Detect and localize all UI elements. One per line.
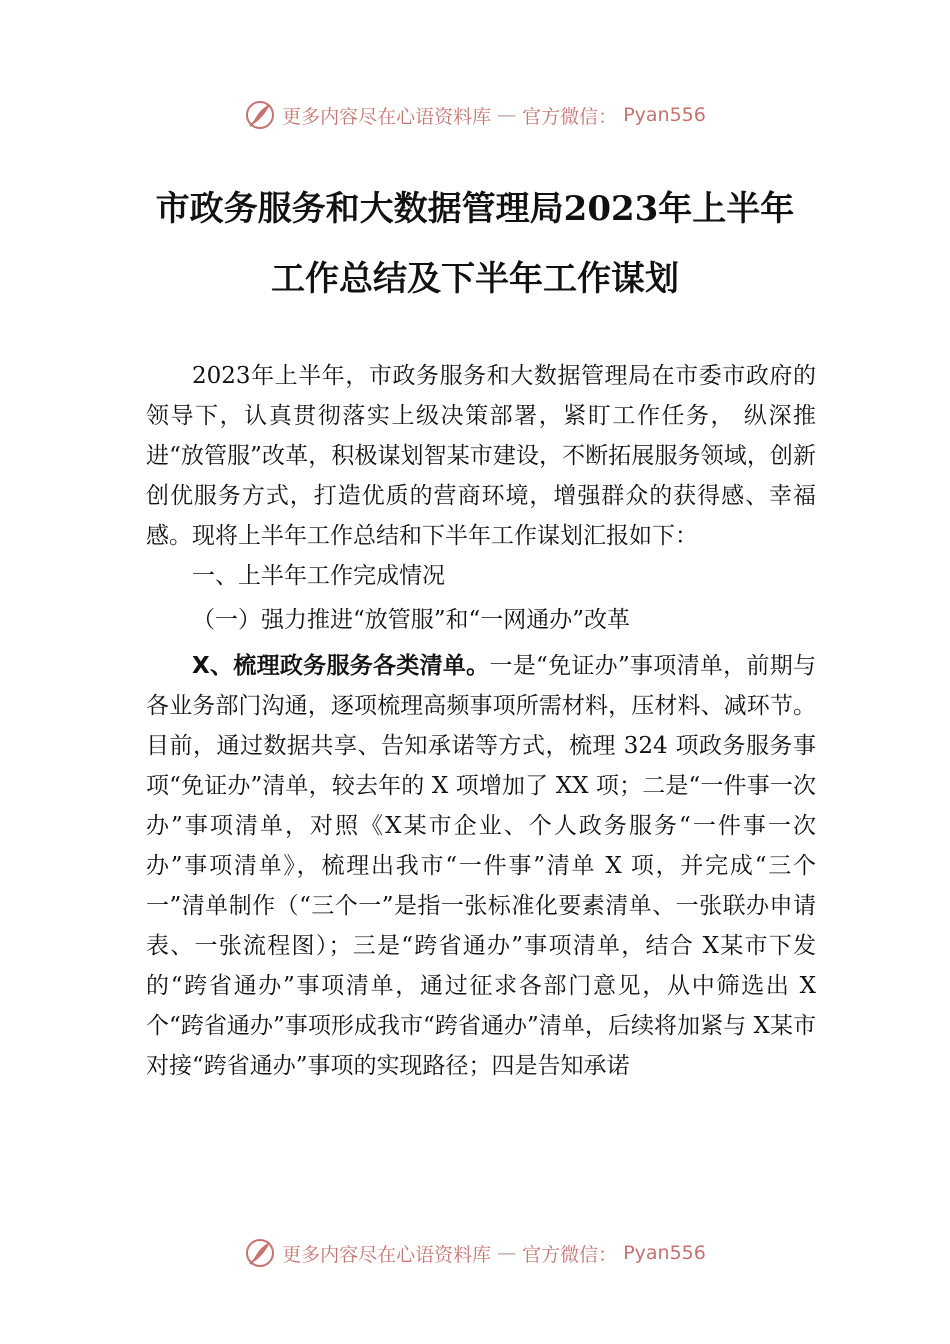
watermark-separator: —	[497, 1242, 517, 1264]
watermark-separator: —	[497, 104, 517, 126]
document-title-line1: 市政务服务和大数据管理局2023年上半年	[155, 189, 795, 229]
section-heading: 一、上半年工作完成情况	[192, 563, 445, 589]
intro-paragraph: 2023年上半年，市政务服务和大数据管理局在市委市政府的领导下，认真贯彻落实上级决策部署，紧盯工作任务， 纵深推进“放管服”改革，积极谋划智某市建设，不断拓展服务领域，创新创优服务方式，打造优质的营商环境，增强群众的获得感、幸福感。现将上半年工作总结和下半年工作谋划汇报如下：	[146, 363, 816, 549]
watermark-text: 更多内容尽在心语资料库	[282, 105, 492, 128]
watermark-header	[0, 95, 950, 135]
document-body	[146, 356, 816, 1086]
item-paragraph	[146, 646, 816, 1086]
watermark-text: 更多内容尽在心语资料库	[282, 1243, 492, 1266]
document-title-line2: 工作总结及下半年工作谋划	[271, 259, 679, 299]
watermark-id: Pyan556	[623, 104, 706, 126]
feather-pen-logo-icon	[244, 1237, 276, 1269]
watermark-suffix: 官方微信：	[522, 1243, 618, 1266]
watermark-id: Pyan556	[623, 1242, 706, 1264]
watermark-footer	[0, 1233, 950, 1273]
item-lead: X、梳理政务服务各类清单。	[192, 653, 490, 679]
watermark-suffix: 官方微信：	[522, 105, 618, 128]
subsection-heading: （一）强力推进“放管服”和“一网通办”改革	[192, 607, 631, 633]
feather-pen-logo-icon	[244, 99, 276, 131]
item-text: 一是“免证办”事项清单，前期与各业务部门沟通，逐项梳理高频事项所需材料，压材料、减环节。目前，通过数据共享、告知承诺等方式，梳理 324 项政务服务事项“免证办”清单，较去年的 X 项增加了 XX 项；二是“一件事一次办”事项清单，对照《X某市企业、个人政务服务“一件事一次办”事项清单》，梳理出我市“一件事”清单 X 项，并完成“三个一”清单制作（“三个一”是指一张标准化要素清单、一张联办申请表、一张流程图）；三是“跨省通办”事项清单，结合 X某市下发的“跨省通办”事项清单，通过征求各部门意见，从中筛选出 X个“跨省通办”事项形成我市“跨省通办”清单，后续将加紧与 X某市对接“跨省通办”事项的实现路径；四是告知承诺	[146, 653, 816, 1079]
